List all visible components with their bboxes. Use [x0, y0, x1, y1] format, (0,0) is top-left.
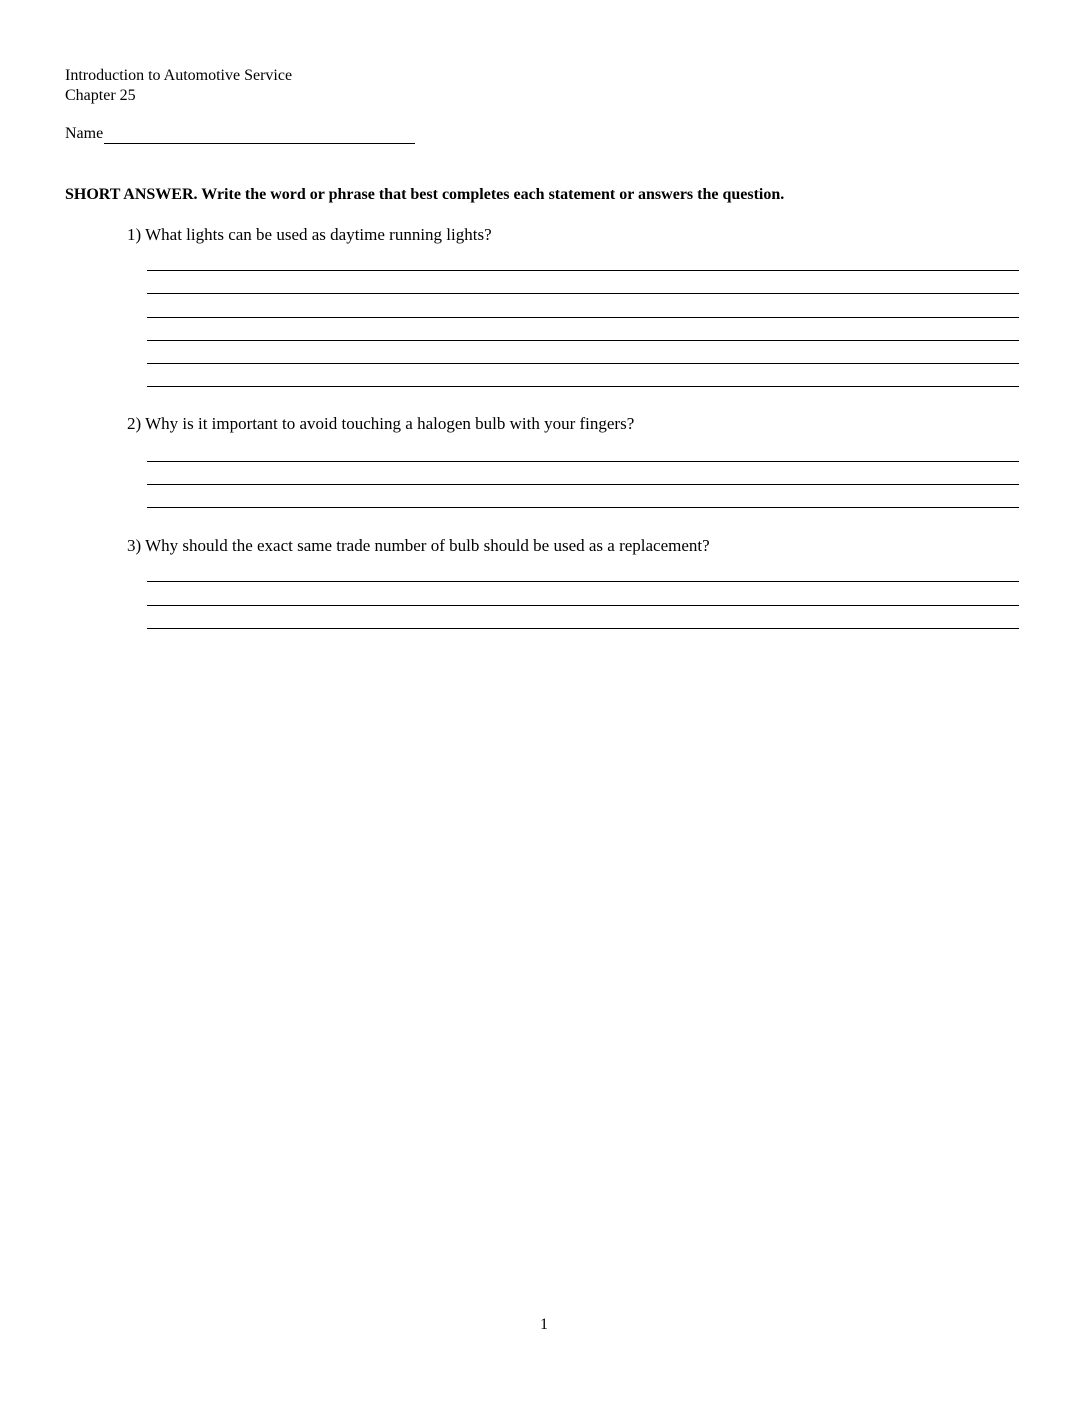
question-1-answer-line[interactable] [147, 293, 1019, 294]
question-1-answer-line[interactable] [147, 317, 1019, 318]
question-1-answer-line[interactable] [147, 270, 1019, 271]
question-1-answer-line[interactable] [147, 386, 1019, 387]
question-2-answer-line[interactable] [147, 507, 1019, 508]
question-3: 3) Why should the exact same trade number of bulb should be used as a replacement? [127, 536, 710, 555]
question-2-answer-line[interactable] [147, 484, 1019, 485]
document-header [65, 66, 292, 106]
name-field-row [65, 124, 415, 144]
name-label: Name [65, 125, 104, 142]
page-number: 1 [540, 1316, 548, 1333]
question-1-answer-line[interactable] [147, 340, 1019, 341]
question-2: 2) Why is it important to avoid touching a halogen bulb with your fingers? [127, 414, 635, 433]
question-3-answer-line[interactable] [147, 605, 1019, 606]
chapter-label: Chapter 25 [65, 87, 136, 104]
question-1: 1) What lights can be used as daytime running lights? [127, 225, 492, 244]
course-title: Introduction to Automotive Service [65, 67, 293, 84]
name-input-line[interactable] [104, 125, 415, 144]
question-1-answer-line[interactable] [147, 363, 1019, 364]
section-instructions: SHORT ANSWER. Write the word or phrase that best completes each statement or answers the question. [65, 186, 785, 203]
question-2-answer-line[interactable] [147, 461, 1019, 462]
question-3-answer-line[interactable] [147, 628, 1019, 629]
question-3-answer-line[interactable] [147, 581, 1019, 582]
